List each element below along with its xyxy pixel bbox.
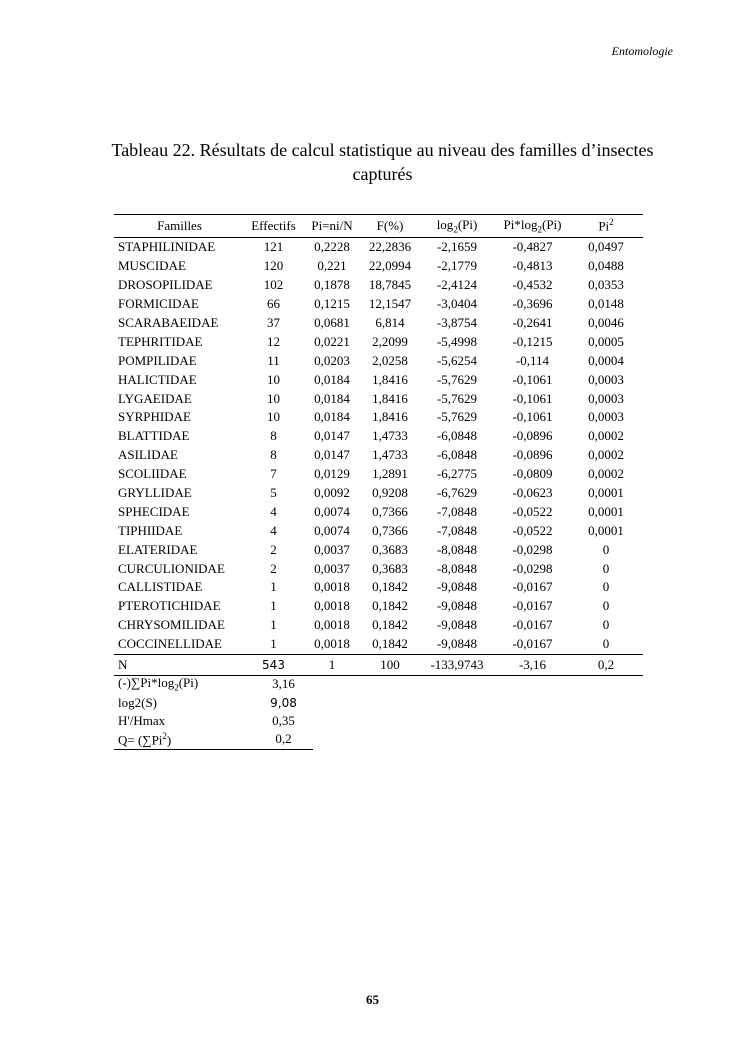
cell-effectifs: 7 <box>270 466 277 482</box>
cell-log2pi: -2,1659 <box>436 239 478 255</box>
cell-pilog2pi: -0,1061 <box>512 371 553 387</box>
header-log2pi: $\log_2(Pi)$ <box>418 215 496 238</box>
cell-f: 1,8416 <box>372 409 408 425</box>
table-row <box>114 521 643 540</box>
cell-pilog2pi: -0,0167 <box>512 598 553 614</box>
cell-family: DROSOPILIDAE <box>118 277 213 293</box>
table-row <box>114 295 643 314</box>
cell-pi: 0,0037 <box>314 560 350 576</box>
cell-family: SCARABAEIDAE <box>118 315 219 330</box>
cell-pilog2pi: -0,3696 <box>512 296 553 312</box>
cell-pilog2pi: -0,2641 <box>512 315 553 330</box>
cell-log2pi: -7,0848 <box>436 503 478 519</box>
cell-effectifs: 102 <box>263 277 284 293</box>
cell-pilog2pi: -0,114 <box>515 352 550 368</box>
caption-line-2: capturés <box>352 164 413 184</box>
table-row <box>114 427 643 446</box>
table-row <box>114 616 643 635</box>
cell-pilog2pi: -0,0167 <box>512 617 553 633</box>
cell-effectifs: 37 <box>267 315 280 330</box>
cell-pi: 0,0184 <box>314 390 350 406</box>
cell-family: PTEROTICHIDAE <box>118 598 221 614</box>
total-row <box>114 654 643 675</box>
cell-pilog2pi: -0,0896 <box>512 447 553 463</box>
cell-pi-squared: 0 <box>602 598 610 614</box>
cell-log2pi: -6,7629 <box>436 485 478 501</box>
cell-f: 6,814 <box>375 315 405 330</box>
cell-f: 0,7366 <box>372 503 408 519</box>
cell-f: 12,1547 <box>368 296 412 312</box>
cell-pi-squared: 0 <box>602 579 610 595</box>
cell-log2pi: -2,1779 <box>436 258 478 274</box>
cell-pilog2pi: -0,0623 <box>512 485 553 501</box>
table-row <box>114 389 643 408</box>
table-row <box>114 257 643 276</box>
cell-pi-squared: 0 <box>602 617 610 633</box>
cell-f: 2,0258 <box>372 352 408 368</box>
summary-row <box>114 693 313 711</box>
cell-pi-squared: 0,0497 <box>588 239 624 255</box>
table-caption <box>110 138 655 186</box>
cell-family: POMPILIDAE <box>118 352 197 368</box>
header-pi: Pi=ni/N <box>302 215 362 238</box>
cell-pi-squared: 0,0046 <box>588 315 624 330</box>
summary-value: 0,2 <box>254 730 313 749</box>
cell-f: 22,0994 <box>368 258 412 274</box>
summary-label: H'/Hmax <box>118 712 166 728</box>
summary-row <box>114 675 313 693</box>
cell-pi-squared: 0,0002 <box>588 466 624 482</box>
cell-f: 0,3683 <box>372 541 408 557</box>
summary-value: 3,16 <box>272 676 295 692</box>
cell-pi: 0,0184 <box>314 409 350 425</box>
cell-effectifs: 66 <box>267 296 280 312</box>
cell-pilog2pi: -0,0522 <box>512 522 553 538</box>
cell-log2pi: -6,2775 <box>436 466 478 482</box>
total-pilog2pi: -3,16 <box>496 654 569 675</box>
cell-family: CURCULIONIDAE <box>118 560 225 576</box>
cell-family: STAPHILINIDAE <box>118 239 216 255</box>
cell-log2pi: -9,0848 <box>436 636 478 652</box>
cell-family: HALICTIDAE <box>118 371 197 387</box>
table-row <box>114 276 643 295</box>
cell-pi: 0,1878 <box>314 277 350 293</box>
cell-pi-squared: 0,0148 <box>588 296 624 312</box>
cell-log2pi: -5,6254 <box>436 352 478 368</box>
cell-effectifs: 1 <box>270 598 277 614</box>
header-pi-squared: Pi$^2$ <box>569 215 643 238</box>
cell-family: ELATERIDAE <box>118 541 198 557</box>
families-table <box>114 214 643 676</box>
cell-log2pi: -8,0848 <box>436 560 478 576</box>
cell-f: 0,7366 <box>372 522 408 538</box>
cell-pilog2pi: -0,0522 <box>512 503 553 519</box>
cell-pilog2pi: -0,0167 <box>512 636 553 652</box>
cell-family: ASILIDAE <box>118 447 178 463</box>
cell-log2pi: -9,0848 <box>436 617 478 633</box>
cell-f: 1,4733 <box>372 428 408 444</box>
cell-effectifs: 1 <box>270 579 277 595</box>
cell-log2pi: -5,7629 <box>436 371 478 387</box>
cell-pi: 0,221 <box>317 258 347 274</box>
table-row <box>114 370 643 389</box>
cell-effectifs: 12 <box>267 333 280 349</box>
cell-family: TEPHRITIDAE <box>118 333 203 349</box>
cell-effectifs: 2 <box>270 560 277 576</box>
cell-pi-squared: 0,0001 <box>588 485 624 501</box>
cell-log2pi: -2,4124 <box>436 277 478 293</box>
table-row <box>114 502 643 521</box>
cell-effectifs: 4 <box>270 503 277 519</box>
total-label: N <box>114 654 245 675</box>
table-row <box>114 465 643 484</box>
cell-effectifs: 1 <box>270 617 277 633</box>
cell-effectifs: 8 <box>270 428 277 444</box>
cell-family: SPHECIDAE <box>118 503 190 519</box>
table-header-row <box>114 215 643 238</box>
cell-pi: 0,0147 <box>314 447 350 463</box>
cell-pi: 0,0074 <box>314 503 350 519</box>
cell-f: 0,1842 <box>372 636 408 652</box>
cell-f: 0,1842 <box>372 617 408 633</box>
cell-log2pi: -6,0848 <box>436 428 478 444</box>
cell-log2pi: -7,0848 <box>436 522 478 538</box>
cell-effectifs: 120 <box>263 258 284 274</box>
page-number: 65 <box>366 992 379 1007</box>
cell-effectifs: 4 <box>270 522 277 538</box>
cell-pi-squared: 0,0353 <box>588 277 624 293</box>
table-row <box>114 597 643 616</box>
cell-pi-squared: 0,0003 <box>588 409 624 425</box>
cell-pi-squared: 0,0001 <box>588 522 624 538</box>
cell-family: LYGAEIDAE <box>118 390 192 406</box>
running-header: Entomologie <box>611 44 673 58</box>
table-row <box>114 351 643 370</box>
cell-effectifs: 121 <box>263 239 284 255</box>
cell-pi-squared: 0,0002 <box>588 428 624 444</box>
cell-pi-squared: 0 <box>602 636 610 652</box>
total-pi-squared: 0,2 <box>569 654 643 675</box>
cell-pi: 0,0018 <box>314 579 350 595</box>
total-pi: 1 <box>302 654 362 675</box>
cell-pilog2pi: -0,0298 <box>512 541 553 557</box>
header-familles: Familles <box>114 215 245 238</box>
cell-pi: 0,0147 <box>314 428 350 444</box>
cell-f: 1,2891 <box>372 466 408 482</box>
cell-pi-squared: 0,0003 <box>588 390 624 406</box>
cell-family: BLATTIDAE <box>118 428 190 444</box>
cell-family: GRYLLIDAE <box>118 485 192 501</box>
cell-effectifs: 10 <box>267 371 280 387</box>
table-row <box>114 446 643 465</box>
cell-f: 1,8416 <box>372 390 408 406</box>
table-row <box>114 484 643 503</box>
cell-f: 0,9208 <box>372 485 408 501</box>
cell-pi-squared: 0 <box>602 560 610 576</box>
cell-pilog2pi: -0,1215 <box>512 333 553 349</box>
cell-family: CHRYSOMILIDAE <box>118 617 225 633</box>
cell-family: SCOLIIDAE <box>118 466 187 482</box>
summary-row <box>114 730 313 749</box>
cell-pi: 0,0203 <box>314 352 350 368</box>
total-f: 100 <box>362 654 418 675</box>
cell-pi: 0,0074 <box>314 522 350 538</box>
cell-family: MUSCIDAE <box>118 258 186 274</box>
header-f: F(%) <box>362 215 418 238</box>
cell-pi-squared: 0,0001 <box>588 503 624 519</box>
table-row <box>114 332 643 351</box>
cell-pi: 0,0018 <box>314 617 350 633</box>
caption-line-1: Tableau 22. Résultats de calcul statistique au niveau des familles d’insectes <box>111 140 654 160</box>
cell-effectifs: 2 <box>270 541 277 557</box>
summary-row <box>114 712 313 730</box>
cell-family: TIPHIIDAE <box>118 522 183 538</box>
table-row <box>114 408 643 427</box>
cell-log2pi: -8,0848 <box>436 541 478 557</box>
cell-f: 1,4733 <box>372 447 408 463</box>
cell-pilog2pi: -0,0809 <box>512 466 553 482</box>
cell-pi: 0,0092 <box>314 485 350 501</box>
cell-effectifs: 5 <box>270 485 277 501</box>
cell-f: 2,2099 <box>372 333 408 349</box>
cell-f: 0,3683 <box>372 560 408 576</box>
cell-f: 1,8416 <box>372 371 408 387</box>
summary-label: $Q= (\sum Pi^2)$ <box>114 730 254 749</box>
cell-pi-squared: 0,0003 <box>588 371 624 387</box>
table-row <box>114 635 643 654</box>
cell-pilog2pi: -0,4827 <box>512 239 553 255</box>
cell-effectifs: 11 <box>267 352 280 368</box>
table-body <box>114 238 643 655</box>
cell-family: CALLISTIDAE <box>118 579 203 595</box>
cell-family: COCCINELLIDAE <box>118 636 222 652</box>
table-row <box>114 540 643 559</box>
cell-f: 0,1842 <box>372 598 408 614</box>
cell-pi: 0,1215 <box>314 296 350 312</box>
table-row <box>114 238 643 257</box>
cell-pilog2pi: -0,0167 <box>512 579 553 595</box>
cell-log2pi: -6,0848 <box>436 447 478 463</box>
summary-label: log2(S) <box>118 694 157 710</box>
cell-pi: 0,0018 <box>314 598 350 614</box>
cell-effectifs: 8 <box>270 447 277 463</box>
cell-pi: 0,0184 <box>314 371 350 387</box>
cell-family: SYRPHIDAE <box>118 409 191 425</box>
summary-label: $(-)\sum Pi*\log_2(Pi)$ <box>118 675 199 693</box>
header-pilog2pi: $Pi*\log_2(Pi)$ <box>496 215 569 238</box>
cell-family: FORMICIDAE <box>118 296 199 312</box>
cell-pi: 0,0037 <box>314 541 350 557</box>
cell-f: 0,1842 <box>372 579 408 595</box>
cell-effectifs: 10 <box>267 409 280 425</box>
summary-value: 0,35 <box>272 712 295 728</box>
cell-pi: 0,0129 <box>314 466 350 482</box>
cell-pilog2pi: -0,0298 <box>512 560 553 576</box>
cell-pilog2pi: -0,0896 <box>512 428 553 444</box>
cell-log2pi: -3,8754 <box>436 315 478 330</box>
cell-log2pi: -9,0848 <box>436 598 478 614</box>
cell-effectifs: 1 <box>270 636 277 652</box>
summary-table <box>114 675 313 750</box>
summary-value: 9,08 <box>270 695 297 710</box>
total-effectifs: 543 <box>245 654 302 675</box>
cell-log2pi: -9,0848 <box>436 579 478 595</box>
cell-pi: 0,0681 <box>314 315 350 330</box>
cell-pi-squared: 0,0488 <box>588 258 624 274</box>
cell-pilog2pi: -0,4532 <box>512 277 553 293</box>
cell-effectifs: 10 <box>267 390 280 406</box>
cell-pi: 0,2228 <box>314 239 350 255</box>
cell-log2pi: -3,0404 <box>436 296 478 312</box>
cell-log2pi: -5,4998 <box>436 333 478 349</box>
cell-f: 22,2836 <box>368 239 412 255</box>
table-row <box>114 578 643 597</box>
cell-pi: 0,0018 <box>314 636 350 652</box>
cell-pi-squared: 0,0005 <box>588 333 624 349</box>
cell-log2pi: -5,7629 <box>436 409 478 425</box>
table-row <box>114 314 643 333</box>
table-row <box>114 559 643 578</box>
cell-f: 18,7845 <box>368 277 412 293</box>
cell-pi: 0,0221 <box>314 333 350 349</box>
total-log2pi: -133,9743 <box>418 654 496 675</box>
cell-pilog2pi: -0,1061 <box>512 390 553 406</box>
cell-pilog2pi: -0,4813 <box>512 258 553 274</box>
cell-pi-squared: 0 <box>602 541 610 557</box>
cell-pi-squared: 0,0002 <box>588 447 624 463</box>
cell-pi-squared: 0,0004 <box>588 352 624 368</box>
header-effectifs: Effectifs <box>245 215 302 238</box>
cell-log2pi: -5,7629 <box>436 390 478 406</box>
cell-pilog2pi: -0,1061 <box>512 409 553 425</box>
